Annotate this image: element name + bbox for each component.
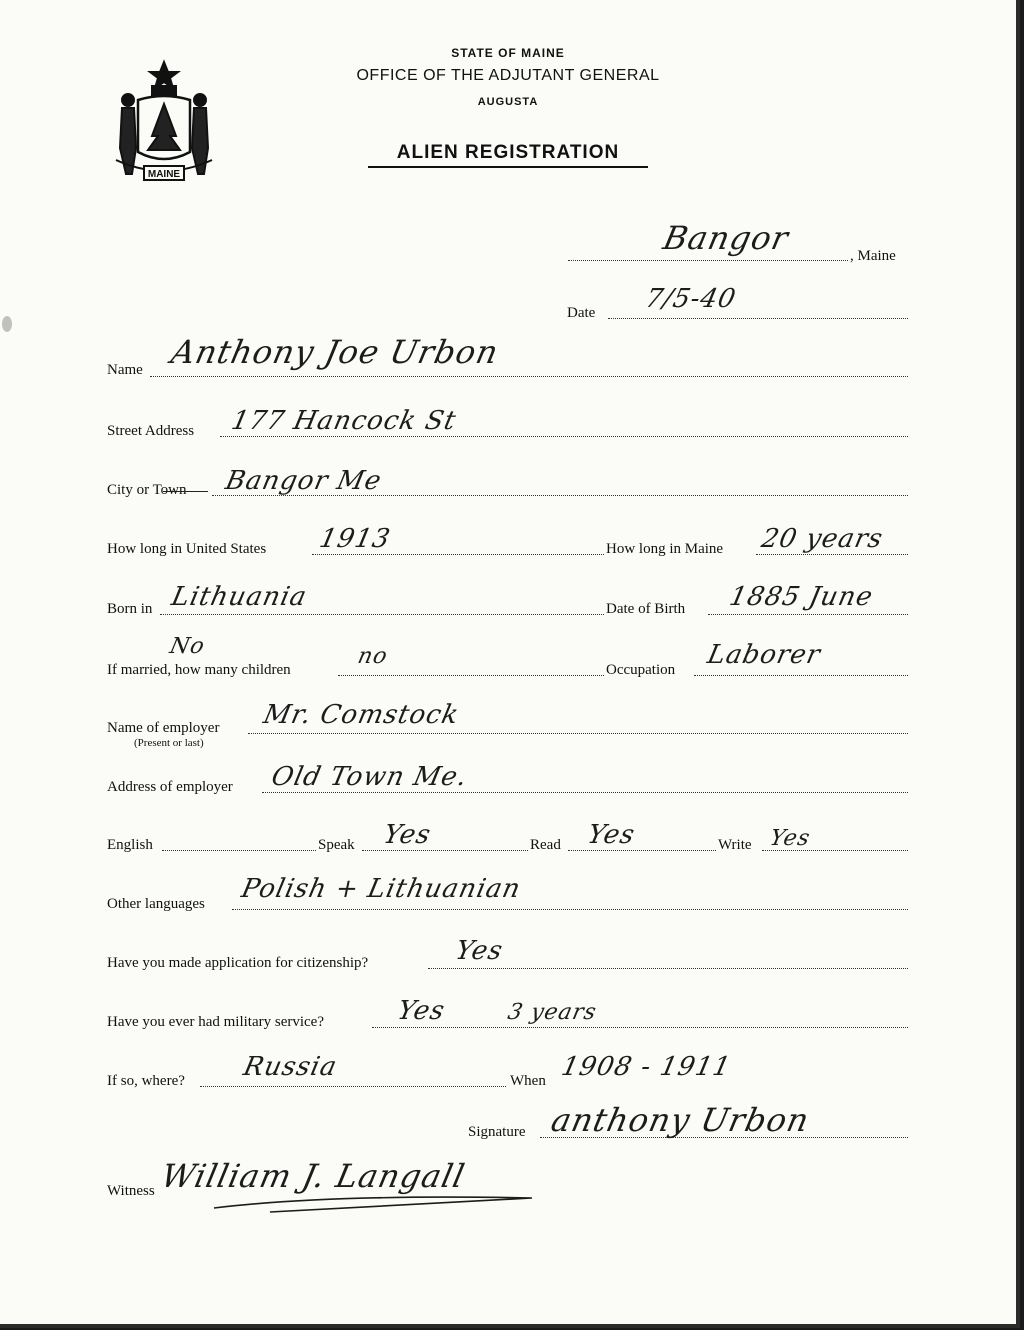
speak-label: Speak	[318, 837, 355, 853]
write-value: Yes	[767, 826, 813, 851]
employer-address-value: Old Town Me.	[268, 762, 471, 792]
signature-label: Signature	[468, 1124, 526, 1140]
employer-label: Name of employer	[107, 720, 220, 736]
name-line	[150, 376, 908, 377]
occupation-label: Occupation	[606, 662, 676, 678]
citizenship-value: Yes	[452, 936, 506, 966]
employer-sub-label: (Present or last)	[134, 737, 204, 749]
street-label: Street Address	[107, 423, 195, 439]
born-in-label: Born in	[107, 601, 153, 617]
place-line	[568, 260, 848, 261]
where-line	[200, 1086, 506, 1087]
english-line	[162, 850, 316, 851]
when-label: When	[510, 1073, 546, 1089]
read-value: Yes	[584, 820, 638, 850]
how-long-maine-label: How long in Maine	[606, 541, 724, 557]
employer-line	[248, 733, 908, 734]
speak-value: Yes	[380, 820, 434, 850]
speak-line	[362, 850, 528, 851]
street-value: 177 Hancock St	[228, 406, 460, 436]
place-value: Bangor	[659, 219, 793, 257]
how-long-us-line	[312, 554, 604, 555]
military-years-value: 3 years	[505, 1000, 600, 1025]
other-languages-value: Polish + Lithuanian	[238, 874, 524, 904]
date-of-birth-value: 1885 June	[726, 582, 876, 612]
street-line	[220, 436, 908, 437]
children-line	[338, 675, 604, 676]
children-value: no	[355, 644, 391, 669]
date-line	[608, 318, 908, 319]
signature-value: anthony Urbon	[547, 1101, 813, 1139]
occupation-line	[694, 675, 908, 676]
employer-value: Mr. Comstock	[260, 700, 462, 730]
read-label: Read	[530, 837, 561, 853]
employer-address-label: Address of employer	[107, 779, 233, 795]
born-in-value: Lithuania	[168, 582, 310, 612]
how-long-us-value: 1913	[316, 524, 394, 554]
military-line	[372, 1027, 908, 1028]
date-label: Date	[567, 305, 596, 321]
how-long-us-label: How long in United States	[107, 541, 267, 557]
married-value: No	[167, 634, 208, 659]
children-label: If married, how many children	[107, 662, 291, 678]
header-city: AUGUSTA	[477, 96, 539, 108]
other-languages-label: Other languages	[107, 896, 205, 912]
military-label: Have you ever had military service?	[107, 1014, 324, 1030]
scan-smudge	[2, 316, 12, 332]
city-label: City or Town	[107, 482, 187, 498]
witness-value: William J. Langall	[157, 1157, 469, 1195]
born-in-line	[160, 614, 604, 615]
seal-text: MAINE	[147, 169, 181, 180]
name-label: Name	[107, 362, 143, 378]
header-office: OFFICE OF THE ADJUTANT GENERAL	[356, 67, 660, 84]
military-value: Yes	[394, 996, 448, 1026]
city-value: Bangor Me	[222, 466, 385, 496]
maine-label: , Maine	[850, 248, 896, 264]
witness-label: Witness	[107, 1183, 155, 1199]
where-value: Russia	[240, 1052, 341, 1082]
form-title: ALIEN REGISTRATION	[368, 142, 648, 168]
header-state: STATE OF MAINE	[451, 46, 565, 60]
date-value: 7/5-40	[642, 284, 739, 314]
when-value: 1908 - 1911	[558, 1052, 734, 1082]
town-strikethrough	[163, 491, 208, 492]
name-value: Anthony Joe Urbon	[167, 333, 503, 371]
employer-address-line	[262, 792, 908, 793]
witness-flourish-icon	[210, 1190, 540, 1220]
date-of-birth-label: Date of Birth	[606, 601, 686, 617]
occupation-value: Laborer	[704, 640, 824, 670]
citizenship-label: Have you made application for citizenship?	[107, 955, 369, 971]
english-label: English	[107, 837, 153, 853]
where-label: If so, where?	[107, 1073, 185, 1089]
other-languages-line	[232, 909, 908, 910]
how-long-maine-line	[756, 554, 908, 555]
how-long-maine-value: 20 years	[758, 524, 886, 554]
write-label: Write	[718, 837, 752, 853]
citizenship-line	[428, 968, 908, 969]
date-of-birth-line	[708, 614, 908, 615]
read-line	[568, 850, 716, 851]
